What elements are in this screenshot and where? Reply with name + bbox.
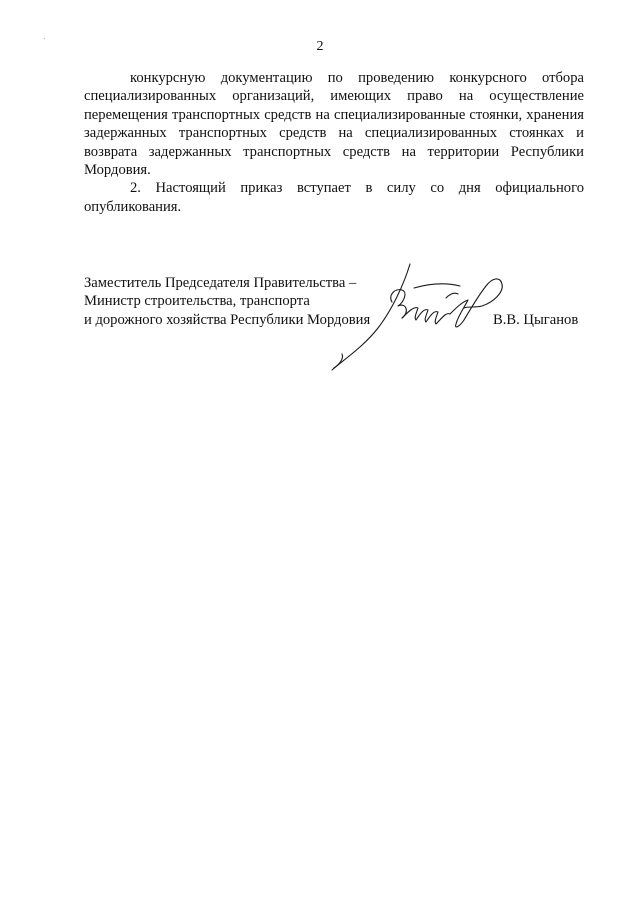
signatory-title-line: Министр строительства, транспорта xyxy=(84,293,310,310)
paragraph-item-2: 2. Настоящий приказ вступает в силу со дня официального опубликования. xyxy=(84,180,584,215)
paragraph-continuation: конкурсную документацию по проведению конкурсного отбора специализированных организаций, имеющих право на осуществление перемещения транспортных средств на специализированные стоянки, хранения задержанных транспортных средств на специализированных стоянках и возврата задержанных транспортных средств на территории Республики Мордовия. xyxy=(84,70,584,179)
document-body xyxy=(84,69,584,216)
signatory-title-line: и дорожного хозяйства Республики Мордовия xyxy=(84,311,371,328)
page-number: 2 xyxy=(316,39,324,54)
signer-name: В.В. Цыганов xyxy=(493,312,579,328)
signatory-title-line: Заместитель Председателя Правительства – xyxy=(84,275,357,291)
